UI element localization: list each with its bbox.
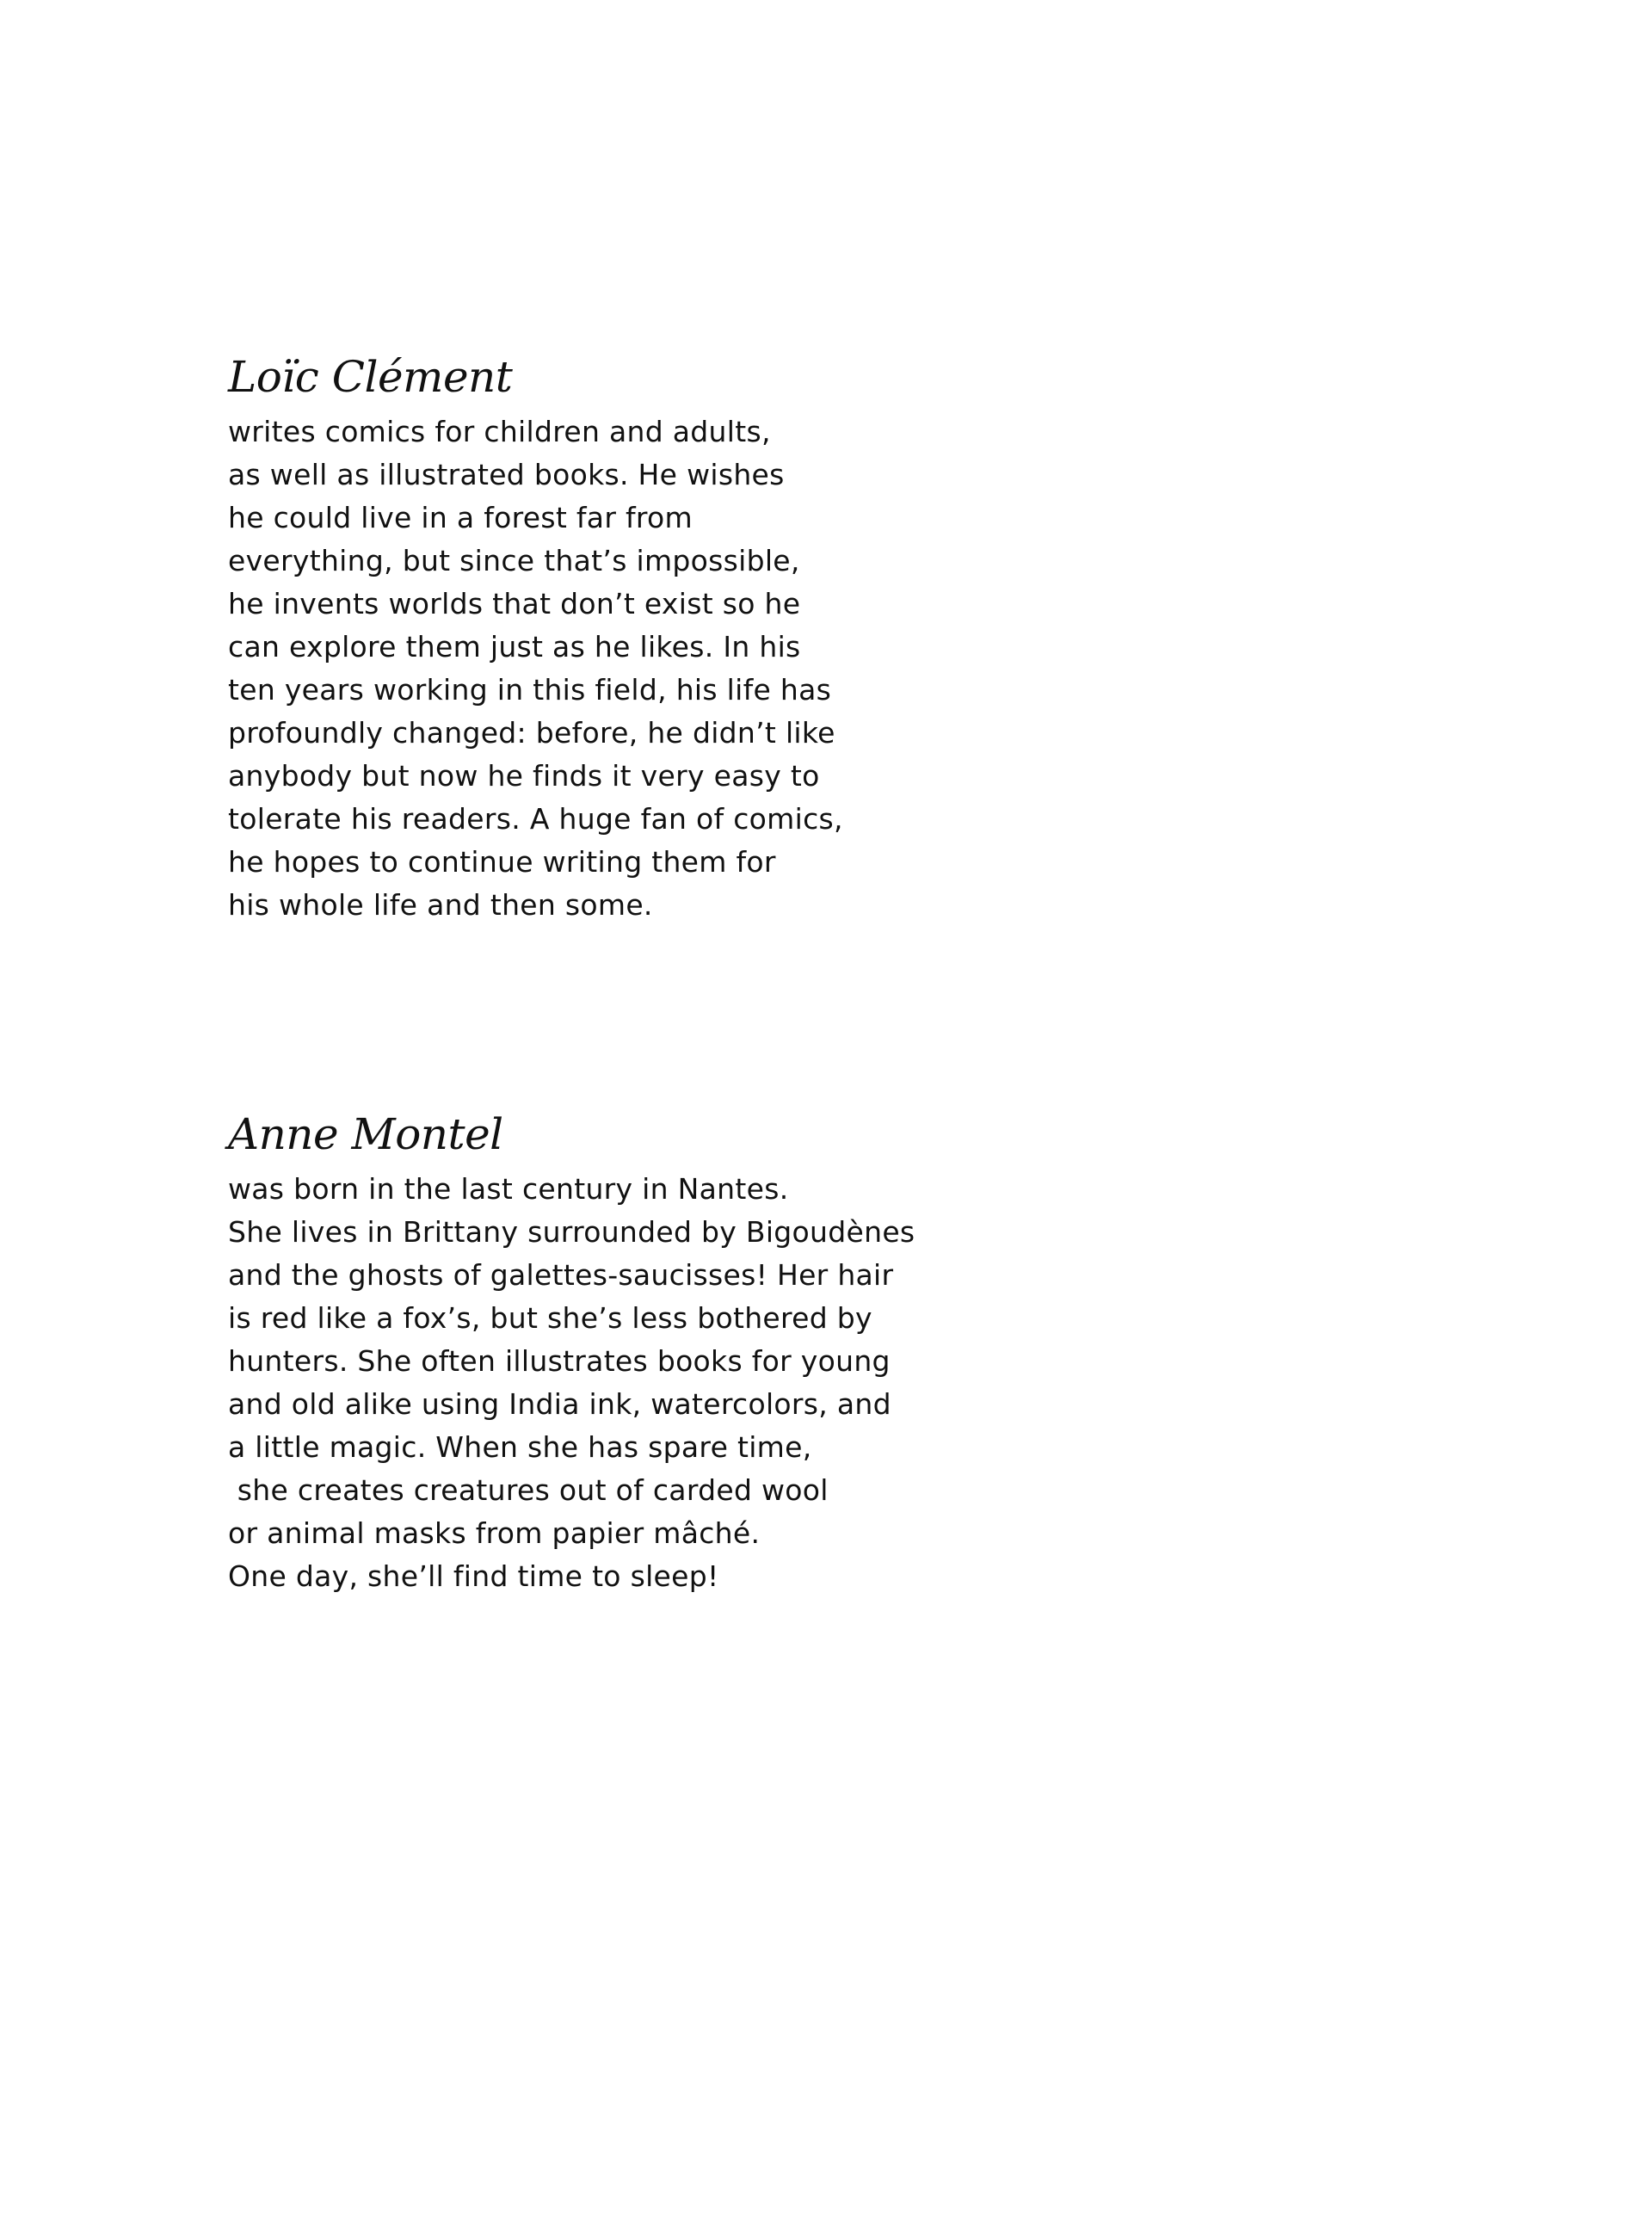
bio-line: profoundly changed: before, he didn’t like <box>228 716 835 750</box>
bio-line: was born in the last century in Nantes. <box>228 1172 789 1206</box>
bio-line: One day, she’ll find time to sleep! <box>228 1559 719 1593</box>
author-name: Loïc Clément <box>228 352 513 402</box>
bio-line: She lives in Brittany surrounded by Bigoudènes <box>228 1215 915 1249</box>
bio-line: writes comics for children and adults, <box>228 415 771 448</box>
author-bio-loic-clement <box>228 349 843 927</box>
bio-line: he hopes to continue writing them for <box>228 845 776 879</box>
bio-line: tolerate his readers. A huge fan of comics, <box>228 802 843 836</box>
bio-line: he invents worlds that don’t exist so he <box>228 587 801 620</box>
bio-line: as well as illustrated books. He wishes <box>228 458 785 491</box>
bio-line: his whole life and then some. <box>228 888 653 922</box>
bio-line: he could live in a forest far from <box>228 501 693 534</box>
bio-line: and the ghosts of galettes-saucisses! Her hair <box>228 1258 894 1292</box>
author-bio-anne-montel <box>228 1106 915 1598</box>
bio-line: anybody but now he finds it very easy to <box>228 759 820 793</box>
bio-line: can explore them just as he likes. In his <box>228 630 801 664</box>
bio-line: she creates creatures out of carded wool <box>228 1473 829 1507</box>
bio-line: is red like a fox’s, but she’s less bothered by <box>228 1301 872 1335</box>
bio-line: and old alike using India ink, watercolors, and <box>228 1387 891 1421</box>
author-biography <box>228 1168 915 1598</box>
bio-line: a little magic. When she has spare time, <box>228 1430 812 1464</box>
bio-line: or animal masks from papier mâché. <box>228 1516 761 1550</box>
bio-line: ten years working in this field, his life has <box>228 673 832 707</box>
bio-line: hunters. She often illustrates books for young <box>228 1344 891 1378</box>
bio-line: everything, but since that’s impossible, <box>228 544 800 577</box>
author-name: Anne Montel <box>228 1109 503 1159</box>
author-biography <box>228 410 843 927</box>
